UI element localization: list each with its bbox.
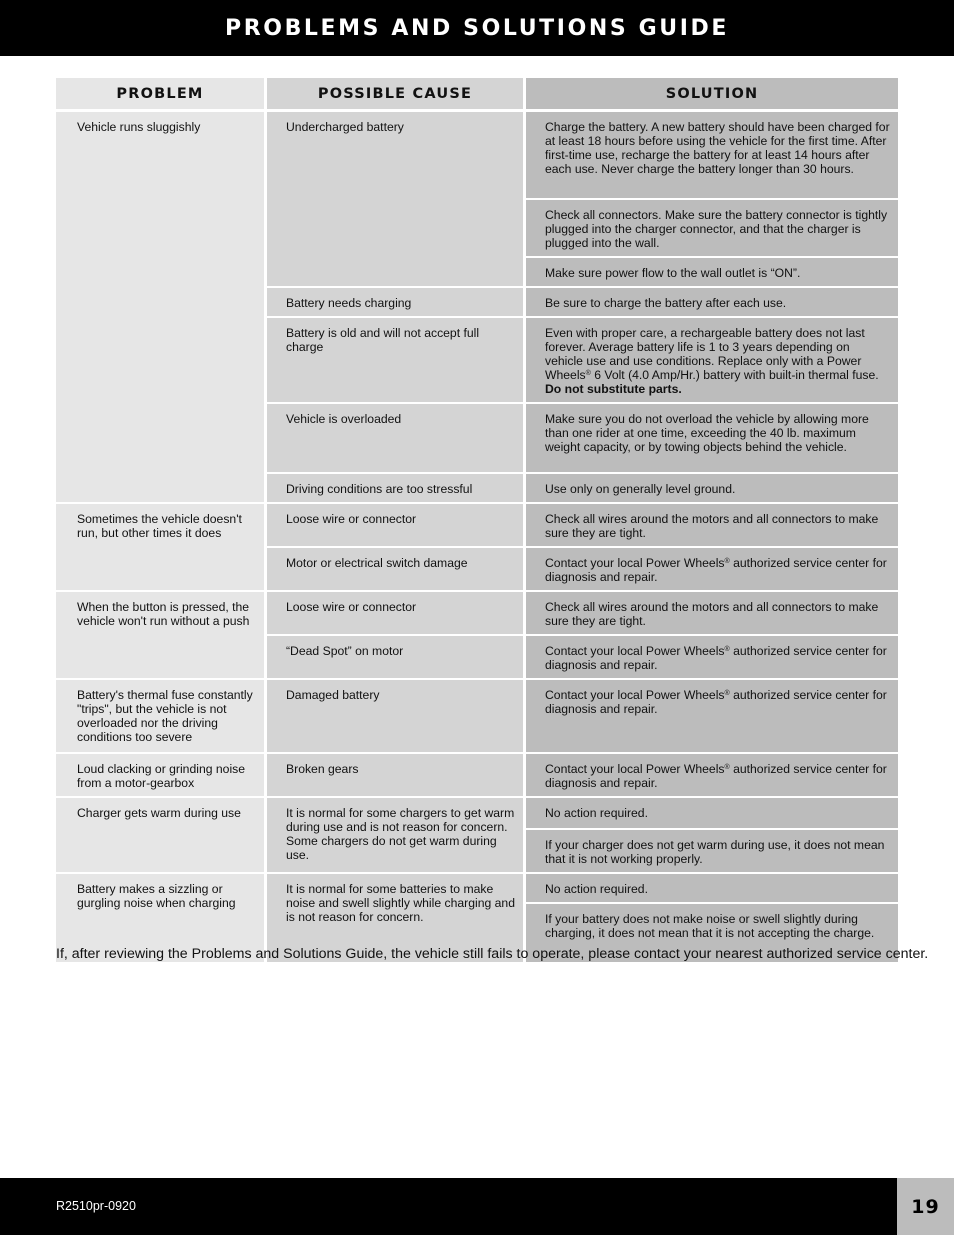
header-solution: SOLUTION bbox=[526, 78, 898, 112]
solution-cell: Make sure you do not overload the vehicle by allowing more than one rider at one time, exceeding the 40 lb. maximum weight capacity, or by towing objects behind the vehicle. bbox=[526, 402, 898, 472]
registered-mark: ® bbox=[724, 764, 730, 771]
emphasis-text: Do not substitute parts. bbox=[545, 382, 682, 396]
table-row bbox=[56, 502, 898, 546]
solution-cell: Use only on generally level ground. bbox=[526, 472, 898, 502]
cause-cell: It is normal for some chargers to get warm during use and is not reason for concern. Some chargers do not get warm during use. bbox=[267, 796, 526, 872]
solution-cell: If your charger does not get warm during use, it does not mean that it is not working properly. bbox=[526, 828, 898, 872]
problem-cell: Vehicle runs sluggishly bbox=[56, 112, 267, 502]
problem-cell: Battery makes a sizzling or gurgling noise when charging bbox=[56, 872, 267, 962]
solution-cell: Contact your local Power Wheels® authorized service center for diagnosis and repair. bbox=[526, 634, 898, 678]
header-possible-cause: POSSIBLE CAUSE bbox=[267, 78, 526, 112]
problem-cell: Charger gets warm during use bbox=[56, 796, 267, 872]
solution-cell: Charge the battery. A new battery should have been charged for at least 18 hours before using the vehicle for the first time. After first-time use, recharge the battery for at least 14 hours after each use. Never charge the battery longer than 30 hours. bbox=[526, 112, 898, 198]
cause-cell: Damaged battery bbox=[267, 678, 526, 752]
footer-bar bbox=[0, 1178, 897, 1235]
solution-cell: No action required. bbox=[526, 872, 898, 902]
solution-cell: Check all wires around the motors and all connectors to make sure they are tight. bbox=[526, 590, 898, 634]
table-row bbox=[56, 590, 898, 634]
problem-cell: When the button is pressed, the vehicle won't run without a push bbox=[56, 590, 267, 678]
table-header-row bbox=[56, 78, 898, 112]
document-code: R2510pr-0920 bbox=[56, 1199, 136, 1213]
cause-cell: Undercharged battery bbox=[267, 112, 526, 286]
solution-cell: Check all wires around the motors and all connectors to make sure they are tight. bbox=[526, 502, 898, 546]
table-row bbox=[56, 872, 898, 902]
solution-cell: Even with proper care, a rechargeable battery does not last forever. Average battery life is 1 to 3 years depending on vehicle use and use conditions. Replace only with a Power Wheels® 6 Volt (4.0 Amp/Hr.) battery with built-in thermal fuse. Do not substitute parts. bbox=[526, 316, 898, 402]
solution-cell: Make sure power flow to the wall outlet is “ON”. bbox=[526, 256, 898, 286]
solution-cell: Contact your local Power Wheels® authorized service center for diagnosis and repair. bbox=[526, 546, 898, 590]
cause-cell: Loose wire or connector bbox=[267, 502, 526, 546]
solution-cell: If your battery does not make noise or swell slightly during charging, it does not mean that it is not accepting the charge. bbox=[526, 902, 898, 962]
cause-cell: Broken gears bbox=[267, 752, 526, 796]
footer-note: If, after reviewing the Problems and Solutions Guide, the vehicle still fails to operate, please contact your nearest authorized service center. bbox=[56, 946, 929, 962]
registered-mark: ® bbox=[585, 370, 591, 377]
problem-cell: Battery's thermal fuse constantly "trips", but the vehicle is not overloaded nor the driving conditions too severe bbox=[56, 678, 267, 752]
registered-mark: ® bbox=[724, 690, 730, 697]
table-row bbox=[56, 678, 898, 752]
solution-cell: Be sure to charge the battery after each use. bbox=[526, 286, 898, 316]
cause-cell: “Dead Spot” on motor bbox=[267, 634, 526, 678]
solution-cell: No action required. bbox=[526, 796, 898, 828]
cause-cell: Loose wire or connector bbox=[267, 590, 526, 634]
cause-cell: Battery needs charging bbox=[267, 286, 526, 316]
cause-cell: Battery is old and will not accept full charge bbox=[267, 316, 526, 402]
page-number: 19 bbox=[897, 1178, 954, 1235]
header-problem: PROBLEM bbox=[56, 78, 267, 112]
title-banner bbox=[0, 0, 954, 56]
registered-mark: ® bbox=[724, 646, 730, 653]
table-row bbox=[56, 796, 898, 828]
cause-cell: It is normal for some batteries to make noise and swell slightly while charging and is not reason for concern. bbox=[267, 872, 526, 962]
registered-mark: ® bbox=[724, 558, 730, 565]
page-title: PROBLEMS AND SOLUTIONS GUIDE bbox=[225, 15, 729, 41]
solution-cell: Check all connectors. Make sure the battery connector is tightly plugged into the charger connector, and that the charger is plugged into the wall. bbox=[526, 198, 898, 256]
solution-cell: Contact your local Power Wheels® authorized service center for diagnosis and repair. bbox=[526, 752, 898, 796]
problems-solutions-table bbox=[56, 78, 898, 962]
cause-cell: Vehicle is overloaded bbox=[267, 402, 526, 472]
cause-cell: Motor or electrical switch damage bbox=[267, 546, 526, 590]
table-row bbox=[56, 752, 898, 796]
problem-cell: Loud clacking or grinding noise from a motor-gearbox bbox=[56, 752, 267, 796]
table-row bbox=[56, 112, 898, 198]
solution-cell: Contact your local Power Wheels® authorized service center for diagnosis and repair. bbox=[526, 678, 898, 752]
problem-cell: Sometimes the vehicle doesn't run, but other times it does bbox=[56, 502, 267, 590]
cause-cell: Driving conditions are too stressful bbox=[267, 472, 526, 502]
table-body bbox=[56, 112, 898, 962]
